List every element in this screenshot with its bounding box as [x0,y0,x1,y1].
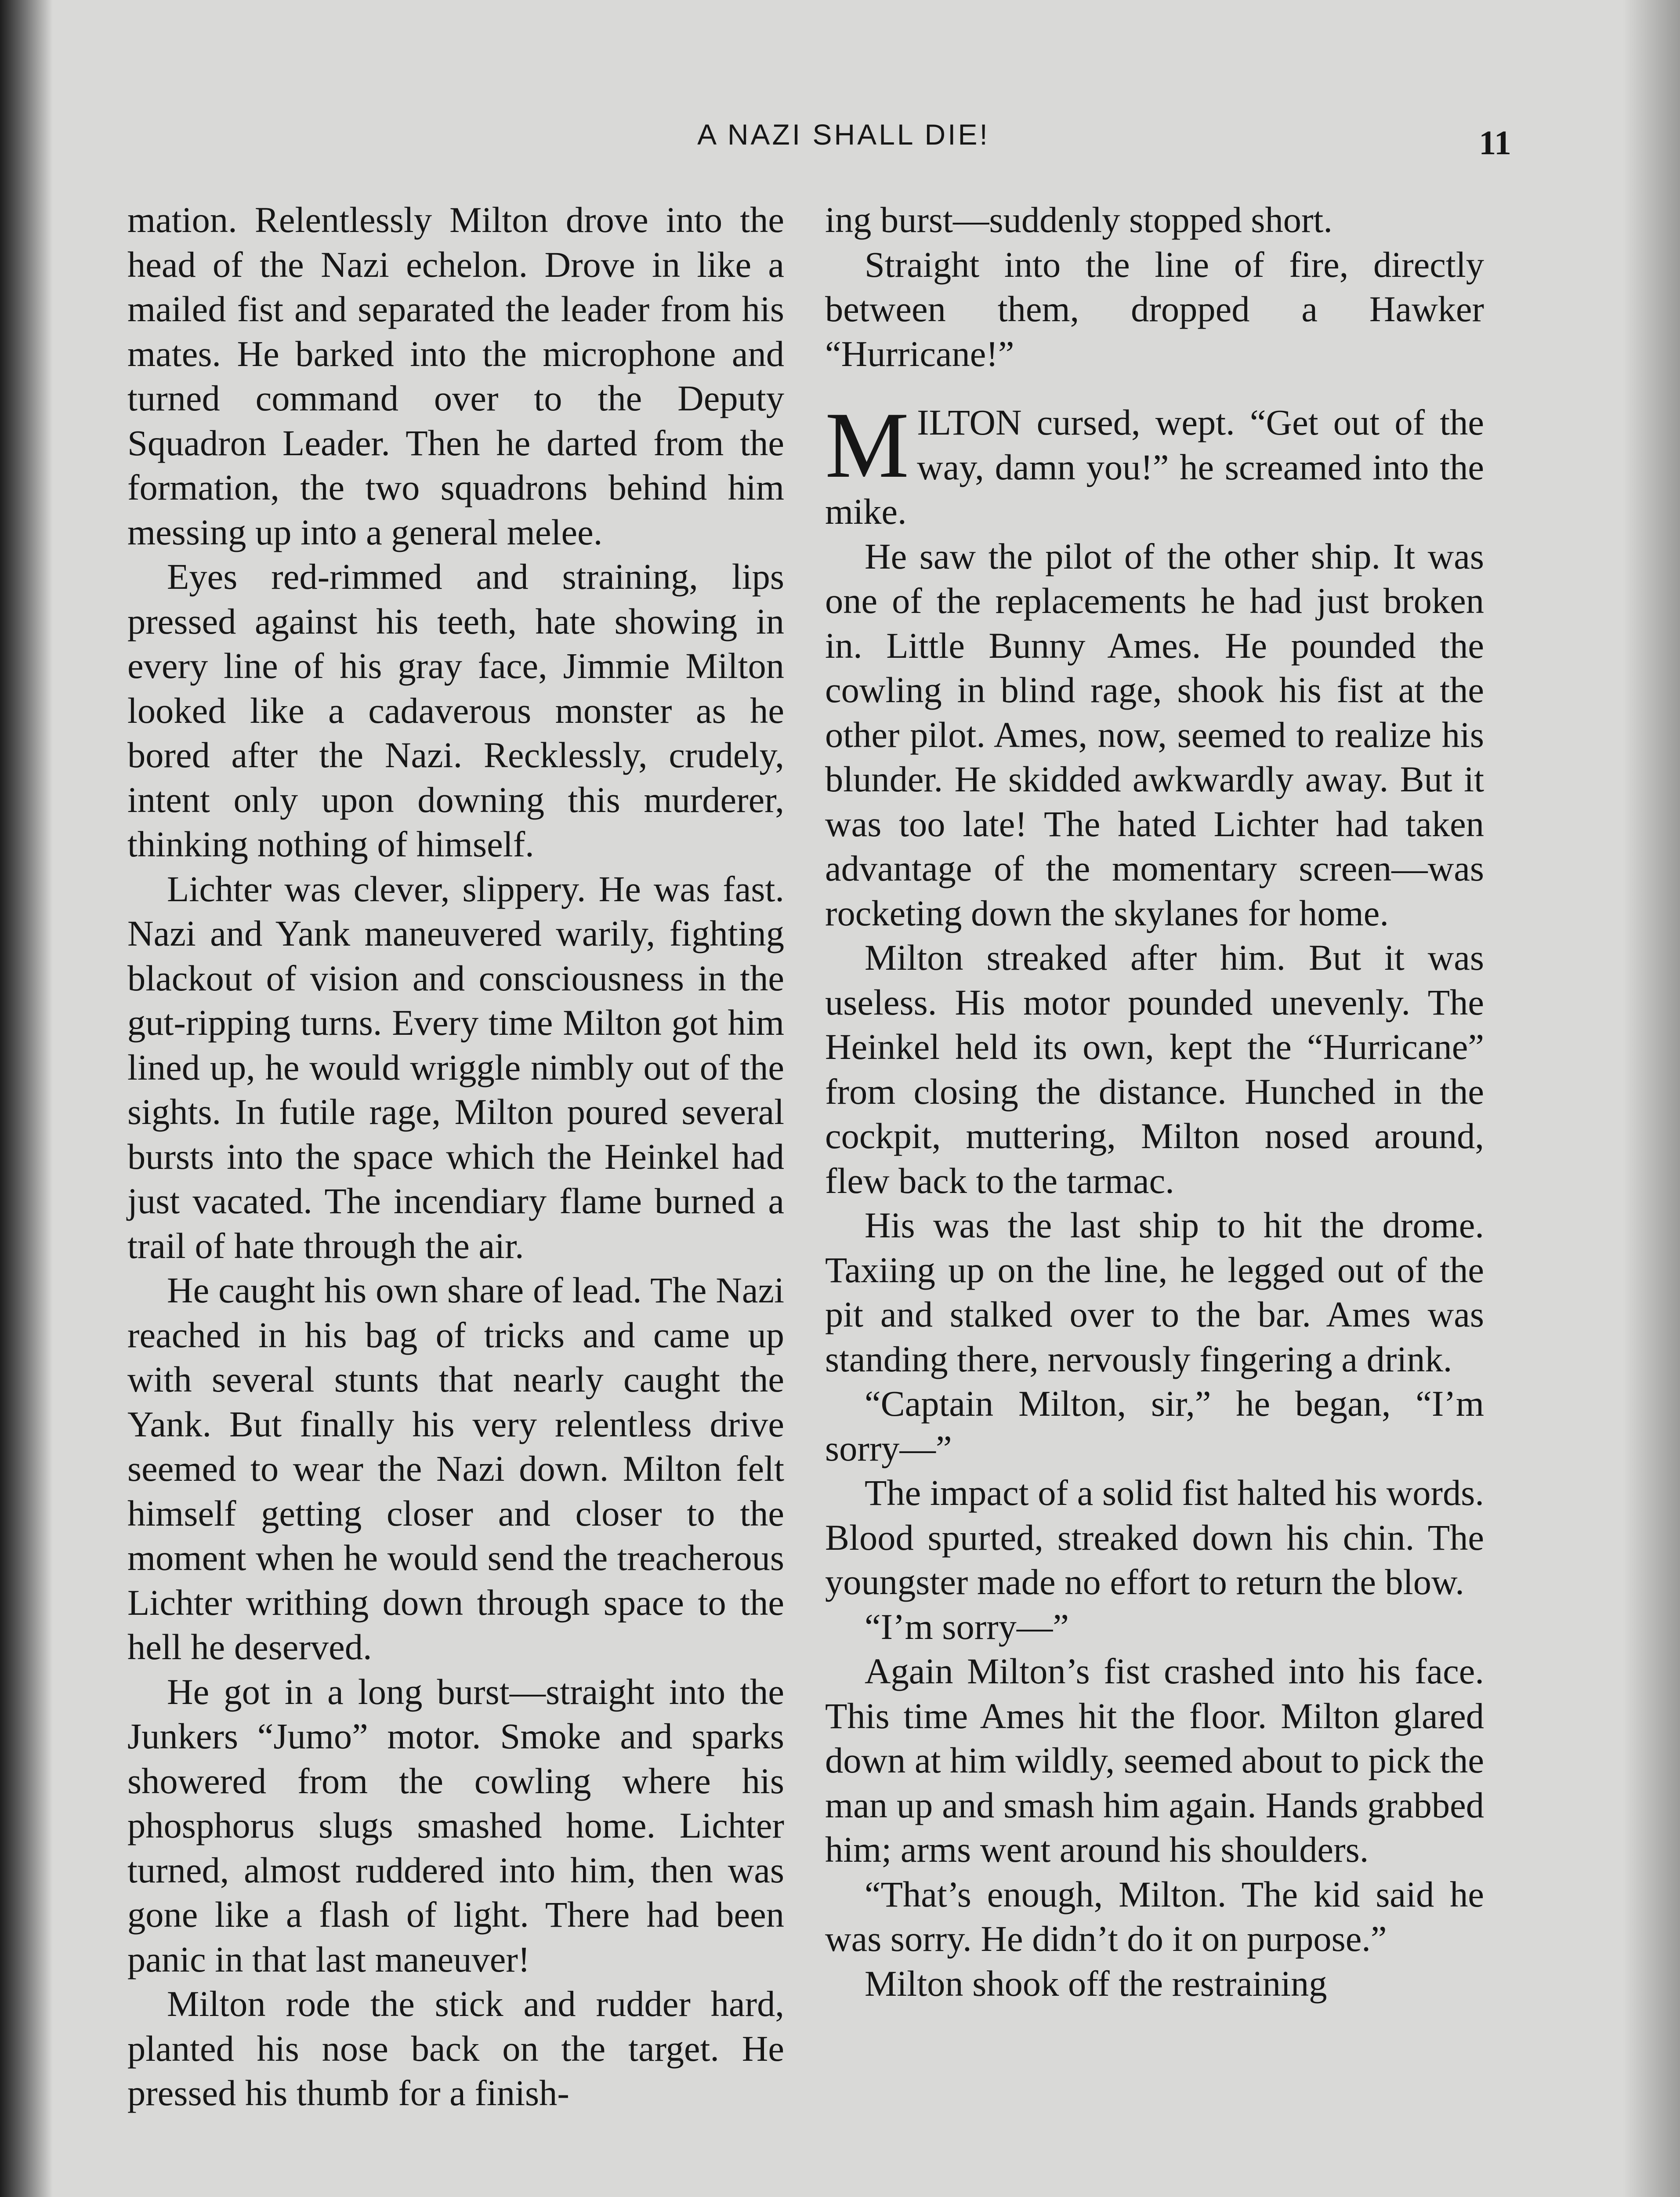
binding-shadow [0,0,53,2197]
paragraph: Milton rode the stick and rudder hard, planted his nose back on the target. He pressed his thumb for a finish- [127,1983,784,2113]
section-opening-paragraph [825,392,1484,534]
left-column [127,198,784,2116]
paragraph: Eyes red-rimmed and straining, lips pressed against his teeth, hate showing in every line of his gray face, Jimmie Milton looked like a cadaverous monster as he bored after the Nazi. Recklessly, crudely, intent only upon downing this murderer, thinking nothing of himself. [127,556,784,864]
paragraph: His was the last ship to hit the drome. Taxiing up on the line, he legged out of the pit and stalked over to the bar. Ames was standing there, nervously fingering a drink. [825,1205,1484,1379]
paragraph: “I’m sorry—” [865,1606,1069,1647]
paragraph: Milton streaked after him. But it was useless. His motor pounded unevenly. The Heinkel held its own, kept the “Hurricane” from closing the distance. Hunched in the cockpit, muttering, Milton nosed around, flew back to the tarmac. [825,937,1484,1201]
paragraph: The impact of a solid fist halted his words. Blood spurted, streaked down his chin. The youngster made no effort to return the blow. [825,1472,1484,1602]
page-number: 11 [1479,123,1511,162]
paragraph: Milton shook off the restraining [865,1963,1327,2004]
small-caps-word: ILTON [917,402,1022,442]
paragraph: Again Milton’s fist crashed into his face. This time Ames hit the floor. Milton glared down at him wildly, seemed about to pick the man up and smash him again. Hands grabbed him; arms went around his shoulders. [825,1651,1484,1870]
paragraph: “Captain Milton, sir,” he began, “I’m sorry—” [825,1383,1484,1468]
paragraph: He got in a long burst—straight into the Junkers “Jumo” motor. Smoke and sparks showered from the cowling where his phosphorus slugs smashed home. Lichter turned, almost ruddered into him, then was gone like a flash of light. There had been panic in that last maneuver! [127,1671,784,1979]
drop-cap-letter: M [825,392,909,497]
paragraph-text: cursed, wept. “Get out of the way, damn you!” he screamed into the mike. [825,402,1484,532]
paragraph: mation. Relentlessly Milton drove into the head of the Nazi echelon. Drove in like a mailed fist and separated the leader from his mates. He barked into the microphone and turned command over to the Deputy Squadron Leader. Then he darted from the formation, the two squadrons behind him messing up into a general melee. [127,199,784,552]
paragraph: He saw the pilot of the other ship. It was one of the replacements he had just broken in. Little Bunny Ames. He pounded the cowling in blind rage, shook his fist at the other pilot. Ames, now, seemed to realize his blunder. He skidded awkwardly away. But it was too late! The hated Lichter had taken advantage of the momentary screen—was rocketing down the skylanes for home. [825,536,1484,933]
paragraph: Lichter was clever, slippery. He was fast. Nazi and Yank maneuvered warily, fighting blackout of vision and consciousness in the gut-ripping turns. Every time Milton got him lined up, he would wriggle nimbly out of the sights. In futile rage, Milton poured several bursts into the space which the Heinkel had just vacated. The incendiary flame burned a trail of hate through the air. [127,868,784,1266]
paragraph: Straight into the line of fire, directly between them, dropped a Hawker “Hurricane!” [825,244,1484,374]
running-head: A NAZI SHALL DIE! [697,118,990,151]
paragraph: He caught his own share of lead. The Nazi reached in his bag of tricks and came up with several stunts that nearly caught the Yank. But finally his very relentless drive seemed to wear the Nazi down. Milton felt himself getting closer and closer to the moment when he would send the treacherous Lichter writhing down through space to the hell he deserved. [127,1270,784,1667]
paragraph: “That’s enough, Milton. The kid said he was sorry. He didn’t do it on purpose.” [825,1874,1484,1959]
right-column [825,198,1484,2006]
page-edge-shadow [1623,0,1680,2197]
paragraph: ing burst—suddenly stopped short. [825,199,1332,240]
